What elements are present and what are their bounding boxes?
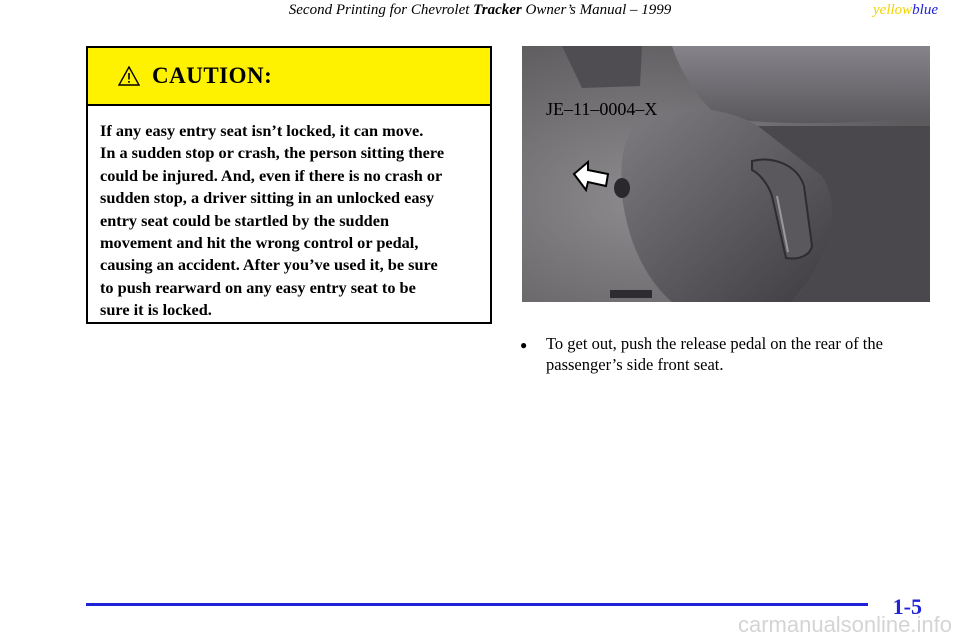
header-title: [0, 2, 960, 19]
header-title-model: Tracker: [473, 2, 522, 18]
caution-line: If any easy entry seat isn’t locked, it can move.: [100, 121, 424, 140]
page-number: 1-5: [892, 594, 922, 619]
warning-triangle-icon: [118, 66, 140, 86]
color-tag-blue: blue: [912, 2, 938, 18]
caution-line: entry seat could be startled by the sudden: [100, 210, 390, 230]
figure-label: JE–11–0004–X: [546, 99, 658, 119]
caution-text: [88, 106, 490, 322]
instruction-bullet: [520, 333, 920, 375]
bullet-text: [546, 333, 883, 375]
bullet-symbol: ●: [520, 338, 528, 352]
caution-box: [86, 46, 492, 324]
caution-line: sure it is locked.: [100, 300, 212, 320]
header-title-suffix: Owner’s Manual – 1999: [521, 2, 672, 18]
caution-header: [88, 48, 490, 106]
caution-title: CAUTION:: [152, 63, 273, 88]
seat-release-photo: [522, 46, 930, 302]
header-title-prefix: Second Printing for Chevrolet: [288, 2, 474, 18]
watermark-text: carmanualsonline.info: [737, 612, 952, 637]
caution-line: to push rearward on any easy entry seat to be: [100, 277, 416, 297]
footer-rule: [86, 603, 868, 606]
caution-line: sudden stop, a driver sitting in an unlocked easy: [100, 188, 434, 208]
caution-line: causing an accident. After you’ve used it, be sure: [100, 255, 438, 275]
header-color-tags: [873, 2, 938, 19]
caution-line: could be injured. And, even if there is no crash or: [100, 165, 443, 185]
color-tag-yellow: yellow: [873, 2, 913, 18]
page-header: [0, 0, 960, 22]
caution-line: movement and hit the wrong control or pedal,: [100, 233, 419, 253]
bullet-line: To get out, push the release pedal on the rear of the: [546, 334, 883, 353]
seat-photo-illustration: [522, 46, 930, 302]
bullet-line: passenger’s side front seat.: [546, 355, 724, 374]
caution-line: In a sudden stop or crash, the person sitting there: [100, 143, 445, 163]
